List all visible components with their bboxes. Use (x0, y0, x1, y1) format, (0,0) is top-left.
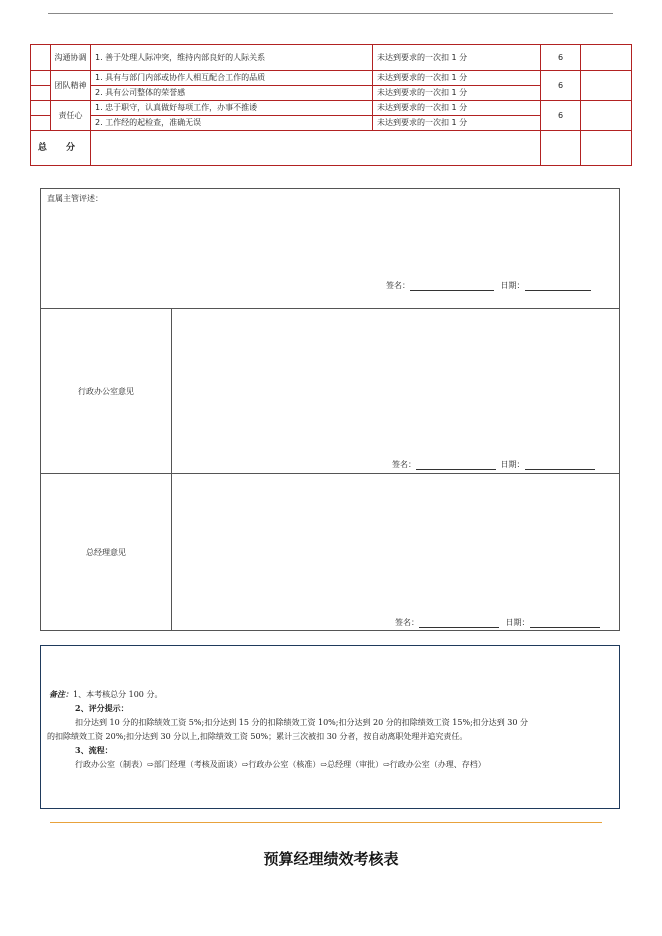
category-cell: 责任心 (51, 101, 91, 131)
evaluation-table (30, 44, 632, 166)
notes-box (40, 645, 620, 809)
notes-line-3: 扣分达到 10 分的扣除绩效工资 5%;扣分达到 15 分的扣除绩效工资 10%;扣分达到 20 分的扣除绩效工资 15%;扣分达到 30 分 (75, 718, 529, 727)
category-cell: 团队精神 (51, 71, 91, 101)
total-row (31, 131, 632, 166)
table-row (31, 71, 632, 86)
general-manager-label: 总经理意见 (41, 474, 172, 630)
date-line[interactable] (525, 460, 595, 470)
page-title: 预算经理绩效考核表 (263, 850, 399, 868)
table-row (31, 45, 632, 71)
supervisor-comment-box[interactable] (40, 188, 620, 309)
total-score-cell[interactable] (541, 131, 581, 166)
bottom-rule (50, 822, 602, 823)
result-cell[interactable] (581, 71, 632, 101)
total-value-cell[interactable] (91, 131, 541, 166)
supervisor-label: 直属主管评述： (47, 194, 103, 203)
date-line[interactable] (525, 281, 591, 291)
notes-line-1: 备注：1、本考核总分 100 分。 (49, 689, 163, 699)
top-rule (48, 13, 613, 14)
admin-office-opinion-box (40, 309, 620, 474)
signature-line[interactable] (419, 618, 499, 628)
score-cell: 6 (541, 45, 581, 71)
signature-line[interactable] (410, 281, 494, 291)
criterion-cell: 1. 善于处理人际冲突，维持内部良好的人际关系 (91, 45, 373, 71)
general-manager-signature: 签名： 日期： (395, 617, 600, 628)
score-cell: 6 (541, 71, 581, 101)
notes-line-6: 行政办公室（制表）⇨部门经理（考核及面谈）⇨行政办公室（核准）⇨总经理（审批）⇨行政办公室（办理、存档） (75, 760, 486, 769)
notes-line-5: 3、流程： (75, 745, 113, 755)
criterion-cell: 1. 具有与部门内部或协作人相互配合工作的品质 (91, 71, 373, 86)
date-line[interactable] (530, 618, 600, 628)
total-result-cell[interactable] (581, 131, 632, 166)
admin-office-signature: 签名： 日期： (392, 459, 595, 470)
table-row (31, 101, 632, 116)
score-cell: 6 (541, 101, 581, 131)
deduction-cell: 未达到要求的一次扣 1 分 (373, 86, 541, 101)
result-cell[interactable] (581, 45, 632, 71)
general-manager-opinion-box (40, 474, 620, 631)
criterion-cell: 1. 忠于职守，认真做好每项工作，办事不推诿 (91, 101, 373, 116)
supervisor-signature: 签名： 日期： (386, 280, 591, 291)
deduction-cell: 未达到要求的一次扣 1 分 (373, 116, 541, 131)
total-label: 总 分 (31, 131, 91, 166)
result-cell[interactable] (581, 101, 632, 131)
category-cell: 沟通协调 (51, 45, 91, 71)
notes-line-4: 的扣除绩效工资 20%;扣分达到 30 分以上,扣除绩效工资 50%；累计三次被扣 30 分者，按自动离职处理并追究责任。 (47, 732, 468, 741)
notes-line-2: 2、评分提示： (75, 703, 129, 713)
deduction-cell: 未达到要求的一次扣 1 分 (373, 71, 541, 86)
deduction-cell: 未达到要求的一次扣 1 分 (373, 45, 541, 71)
deduction-cell: 未达到要求的一次扣 1 分 (373, 101, 541, 116)
signature-line[interactable] (416, 460, 496, 470)
criterion-cell: 2. 工作经的起检查，准确无误 (91, 116, 373, 131)
admin-office-label: 行政办公室意见 (41, 309, 172, 473)
criterion-cell: 2. 具有公司整体的荣誉感 (91, 86, 373, 101)
